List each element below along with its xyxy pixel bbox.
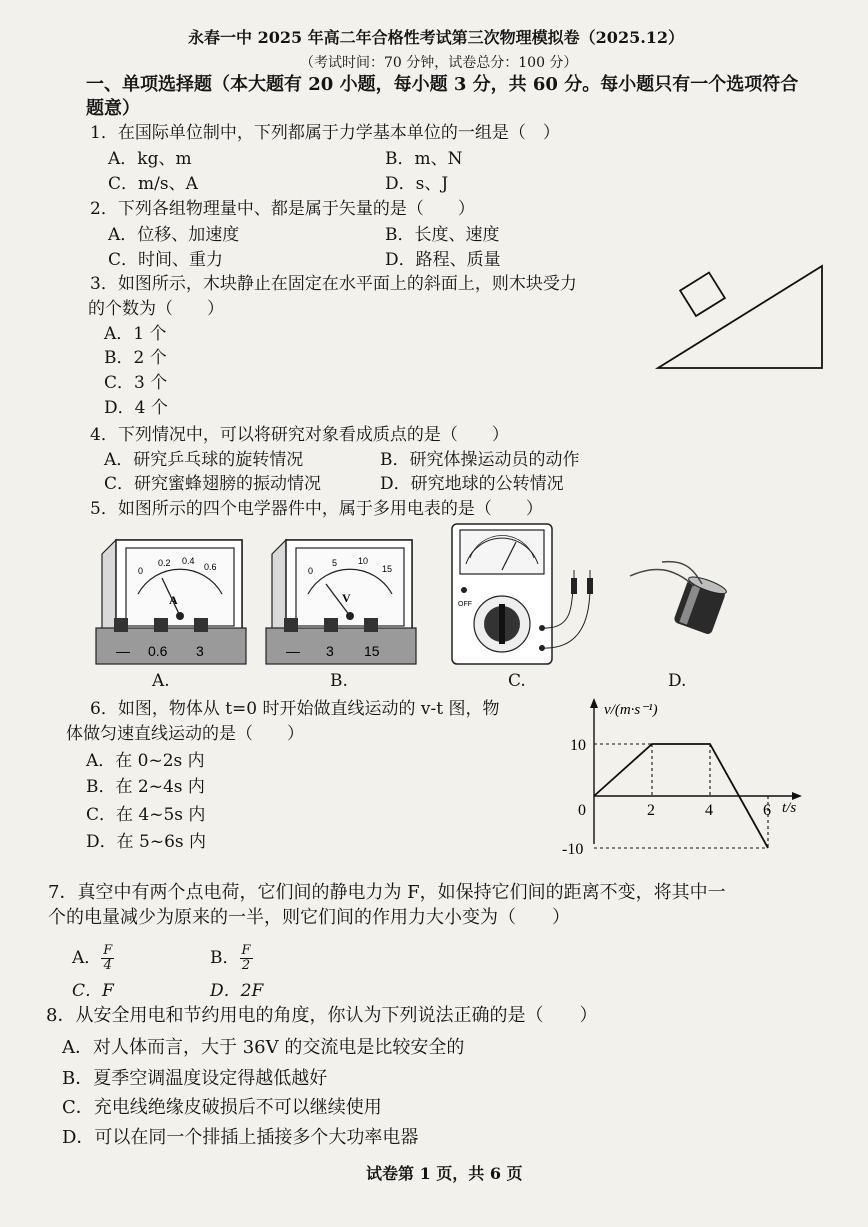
- q3-stem-line2: 的个数为（ ）: [88, 299, 224, 319]
- y-tick-label--10: -10: [562, 841, 584, 858]
- multimeter-figure: [446, 520, 606, 670]
- svg-text:0: 0: [308, 566, 314, 576]
- q7-option-b[interactable]: B． $\frac{F}{2}$: [210, 943, 251, 973]
- section-heading-line1: 一、单项选择题（本大题有 20 小题，每小题 3 分，共 60 分。每小题只有一个选项符合: [86, 74, 799, 95]
- q8-stem: 8．从安全用电和节约用电的角度，你认为下列说法正确的是（ ）: [46, 1005, 598, 1026]
- ammeter-terminal-3: 3: [196, 643, 204, 659]
- q5-label-a[interactable]: A.: [152, 671, 170, 691]
- wooden-block: [680, 273, 725, 316]
- q1-option-c[interactable]: C．m/s、A: [108, 174, 198, 194]
- q2-option-b[interactable]: B．长度、速度: [385, 225, 500, 245]
- q6-option-d[interactable]: D．在 5~6s 内: [86, 832, 207, 852]
- q8-option-b[interactable]: B．夏季空调温度设定得越低越好: [62, 1068, 328, 1089]
- q6-stem-line2: 体做匀速直线运动的是（ ）: [66, 724, 304, 744]
- ammeter-terminal-06: 0.6: [148, 643, 168, 659]
- q8-option-a[interactable]: A．对人体而言，大于 36V 的交流电是比较安全的: [62, 1037, 465, 1058]
- y-axis-label: v/(m·s⁻¹): [604, 702, 658, 718]
- q8-option-d[interactable]: D．可以在同一个排插上插接多个大功率电器: [62, 1127, 419, 1148]
- q3-option-c[interactable]: C．3 个: [104, 373, 168, 393]
- exam-subtitle: （考试时间：70 分钟，试卷总分：100 分）: [300, 55, 578, 71]
- capacitor-figure: [622, 556, 742, 656]
- q6-stem-line1: 6．如图，物体从 t=0 时开始做直线运动的 v-t 图，物: [90, 699, 500, 719]
- ammeter-terminal-neg: —: [116, 643, 130, 659]
- svg-text:10: 10: [358, 556, 369, 566]
- vt-graph: [560, 694, 820, 858]
- q4-option-d[interactable]: D．研究地球的公转情况: [380, 474, 564, 494]
- q5-label-d[interactable]: D.: [668, 671, 687, 691]
- svg-text:15: 15: [382, 564, 393, 574]
- y-axis-arrow: [590, 698, 598, 708]
- q1-option-d[interactable]: D．s、J: [385, 174, 449, 194]
- q1-option-b[interactable]: B．m、N: [385, 149, 463, 169]
- q2-stem: 2．下列各组物理量中、都是属于矢量的是（ ）: [90, 199, 475, 219]
- multimeter-off-label: OFF: [458, 601, 472, 608]
- section-heading-line2: 题意）: [86, 98, 140, 119]
- svg-text:0.4: 0.4: [182, 556, 195, 566]
- q6-option-a[interactable]: A．在 0~2s 内: [86, 751, 205, 771]
- q3-stem-line1: 3．如图所示，木块静止在固定在水平面上的斜面上，则木块受力: [90, 274, 577, 294]
- q3-option-d[interactable]: D．4 个: [104, 398, 168, 418]
- voltmeter-figure: [262, 534, 422, 666]
- exam-title: 永春一中 2025 年高二年合格性考试第三次物理模拟卷（2025.12）: [188, 28, 685, 47]
- q8-option-c[interactable]: C．充电线绝缘皮破损后不可以继续使用: [62, 1097, 382, 1118]
- x-axis-arrow: [792, 792, 802, 800]
- ammeter-letter: A: [169, 593, 178, 607]
- q5-label-b[interactable]: B.: [330, 671, 348, 691]
- q2-option-a[interactable]: A．位移、加速度: [108, 225, 240, 245]
- svg-text:0.2: 0.2: [158, 558, 171, 568]
- x-tick-label-6: 6: [763, 802, 771, 819]
- x-tick-label-2: 2: [647, 802, 655, 819]
- ammeter-figure: [92, 534, 248, 666]
- q1-stem: 1．在国际单位制中，下列都属于力学基本单位的一组是（ ）: [90, 123, 560, 143]
- q7-stem-line1: 7．真空中有两个点电荷，它们间的静电力为 F，如保持它们间的距离不变，将其中一: [48, 882, 726, 903]
- q7-option-a[interactable]: A． $\frac{F}{4}$: [72, 943, 113, 973]
- x-tick-label-0: 0: [578, 802, 586, 819]
- q4-stem: 4．下列情况中，可以将研究对象看成质点的是（ ）: [90, 425, 509, 445]
- q5-stem: 5．如图所示的四个电学器件中，属于多用电表的是（ ）: [90, 499, 543, 519]
- q7-option-d[interactable]: D．2F: [210, 981, 264, 1001]
- q4-option-c[interactable]: C．研究蜜蜂翅膀的振动情况: [104, 474, 322, 494]
- q5-label-c[interactable]: C.: [508, 671, 526, 691]
- q2-option-c[interactable]: C．时间、重力: [108, 250, 224, 270]
- q4-option-a[interactable]: A．研究乒乓球的旋转情况: [104, 450, 304, 470]
- q7-stem-line2: 个的电量减少为原来的一半，则它们间的作用力大小变为（ ）: [48, 907, 570, 928]
- voltmeter-terminal-15: 15: [364, 643, 380, 659]
- x-tick-label-4: 4: [705, 802, 713, 819]
- q4-option-b[interactable]: B．研究体操运动员的动作: [380, 450, 580, 470]
- incline-triangle: [658, 266, 822, 368]
- x-axis-label: t/s: [782, 800, 797, 816]
- y-tick-label-10: 10: [570, 737, 586, 754]
- svg-text:0: 0: [138, 566, 144, 576]
- q3-option-b[interactable]: B．2 个: [104, 348, 167, 368]
- svg-text:5: 5: [332, 558, 338, 568]
- q6-option-c[interactable]: C．在 4~5s 内: [86, 805, 206, 825]
- q2-option-d[interactable]: D．路程、质量: [385, 250, 501, 270]
- voltmeter-terminal-3: 3: [326, 643, 334, 659]
- q6-option-b[interactable]: B．在 2~4s 内: [86, 777, 205, 797]
- q7-option-c[interactable]: C．F: [72, 981, 114, 1001]
- q1-option-a[interactable]: A．kg、m: [108, 149, 192, 169]
- page-footer: 试卷第 1 页，共 6 页: [366, 1164, 523, 1183]
- incline-figure: [650, 262, 830, 372]
- voltmeter-terminal-neg: —: [286, 643, 300, 659]
- voltmeter-letter: V: [342, 591, 351, 605]
- q3-option-a[interactable]: A．1 个: [104, 324, 167, 344]
- svg-text:0.6: 0.6: [204, 562, 217, 572]
